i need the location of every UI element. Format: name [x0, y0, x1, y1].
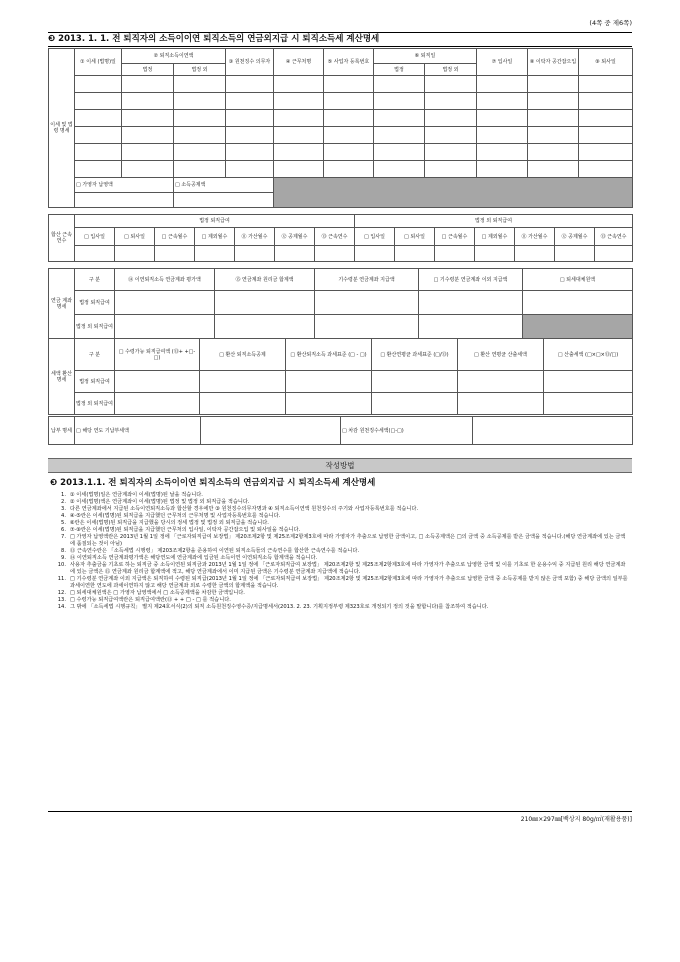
hdr-service-years: ⑬ 근속연수	[315, 228, 355, 246]
hdr-legal-retirement: 법정 퇴직급여	[75, 215, 355, 228]
list-item: 11. □ 기수령분 연금계좌 이외 지급액은 퇴직하여 수령된 퇴직급(2013년 1월 1일 정에 「근로자퇴직급여 보장법」 제20조제2항 및 제25조제2항제3호에 따라 가영자가 추출으로 납영한 금액 중 소득공제를 받지 않은 금액 포함) 중 해당 금액의 일부를 과세이연한 연도에 과세이연하지 않고 해당 연금계좌 외로 수령한 금액의 합계액을 적습니다.	[57, 576, 628, 589]
hdr-received-pension: 기수령분 연금계좌 지급액	[315, 269, 419, 291]
hdr-service-years: ⑬ 근속연수	[595, 228, 633, 246]
table-row	[49, 315, 633, 339]
row-label-service: 합산 근속 연수	[49, 215, 75, 262]
hdr-join-date: □ 입사일	[75, 228, 115, 246]
table-row	[49, 93, 633, 110]
list-item: 10. 사용자 추출금을 기초로 하는 퇴직금 중 소득이연된 퇴직금과 2013년 1월 1일 정에 「근로자퇴직급여 보장법」 제20조제2항 및 제25조제2항제3호에 따라 가영자가 추출으로 납영한 금액 및 이를 기초로 한 운용수익 중 지급된 원리 해당 연금계좌에 있는 금액은 ⑮ 연금계좌 원리금 합계액에 적고, 해당 연금계좌에서 이미 지급된 금액은 기수령분 연금계좌 지급액에 적습니다.	[57, 562, 626, 575]
label-prepaid-tax: □ 해당 연도 기납부세액	[75, 417, 201, 445]
label-withholding-diff: □ 차감 원천징수세액(□-□)	[341, 417, 473, 445]
instructions-title: ❸ 2013.1.1. 전 퇴직자의 소득이이연 퇴직소득의 연금외지급 시 퇴직소득세 계산명세	[50, 478, 376, 488]
hdr-leave-date: □ 퇴사일	[395, 228, 435, 246]
table-row	[49, 144, 633, 161]
shaded-area	[274, 178, 633, 208]
hdr-category: 구 분	[75, 339, 115, 371]
hdr-transfer-date: ① 이세 (법명)일	[75, 49, 122, 76]
list-item: 5. ⑥란은 이세(법명)된 퇴직급을 지급했을 당시의 정세 법정 및 법정 외 퇴직급을 적습니다.	[61, 520, 269, 526]
hdr-annual-avg-taxbase: □ 환산연평균 과세표준 (□/⑬)	[372, 339, 458, 371]
hdr-converted-taxbase: □ 환산퇴직소득 과세표준 (□ - □)	[286, 339, 372, 371]
row-nonlegal: 법정 외 퇴직급여	[75, 315, 115, 339]
list-item: 13. □ 수령가능 퇴직급여액란은 퇴직급여액란(⑬ + + □ - □ 를 적습니다.	[57, 597, 231, 603]
page-number: (4쪽 중 제6쪽)	[589, 19, 632, 27]
hdr-tax-substitute: □ 퇴세대체원액	[523, 269, 633, 291]
list-item: 2. ② 이세(법명)액은 연금계좌이 이세(법명)된 법정 및 법정 외 퇴직급을 적습니다.	[61, 499, 250, 505]
table-row	[49, 110, 633, 127]
list-item: 4. ④·⑤란은 이세(법명)된 퇴직급을 지급했던 근무처의 근무처명 및 사업자등록번호를 적습니다.	[61, 513, 281, 519]
input-prepaid-tax[interactable]	[201, 417, 341, 445]
hdr-excluded-months: □ 제외월수	[195, 228, 235, 246]
section-title: ❸ 2013. 1. 1. 전 퇴직자의 소득이이연 퇴직소득의 연금외지급 시 퇴직소득세 계산명세	[48, 32, 632, 47]
hdr-nonlegal-retirement: 법정 외 퇴직급여	[355, 215, 633, 228]
hdr-excluded-months: □ 제외월수	[475, 228, 515, 246]
table-transfer-details	[48, 48, 633, 208]
table-row	[49, 246, 633, 262]
row-label-tax: 세액 환산 명세	[49, 339, 75, 415]
table-pension-account	[48, 268, 633, 339]
hdr-workplace-name: ④ 근무처명	[274, 49, 324, 76]
input-income-deduction[interactable]	[174, 193, 274, 208]
hdr-computed-tax: □ 산출세액 (□×□×⑬/□)	[544, 339, 633, 371]
hdr-nonlegal: 법정 외	[174, 64, 226, 76]
input-employee-paid[interactable]	[75, 193, 174, 208]
table-row	[49, 127, 633, 144]
hdr-deferred-valuation: ⑭ 이연퇴직소득 연금계좌 평가액	[115, 269, 215, 291]
hdr-join-date: □ 입사일	[355, 228, 395, 246]
shaded-area	[523, 315, 633, 339]
table-row	[49, 76, 633, 93]
hdr-deducted-months: ⑫ 공제월수	[555, 228, 595, 246]
list-item: 9. ⑭ 이연퇴직소득 연금계좌평가액은 해당연도에 연금계좌에 입금된 소득이연 이연퇴직소득 합계액을 적습니다.	[61, 555, 318, 561]
table-service-years	[48, 214, 633, 262]
hdr-annual-avg-tax: □ 환산 연평균 산출세액	[458, 339, 544, 371]
table-tax-conversion	[48, 338, 633, 415]
list-item: 1. ① 이세(법명)일은 연금계좌이 이세(법명)된 날을 적습니다.	[61, 492, 203, 498]
row-label-transfer: 이세 및 법령 명세	[49, 49, 75, 208]
hdr-leave-date: ⑨ 퇴사일	[579, 49, 633, 76]
bottom-divider	[48, 811, 632, 812]
list-item: 3. 다른 연금계좌에서 지급된 소득이연퇴직소득과 합산할 경우에만 ③ 원천징수의무자명과 ④ 퇴직소득이연액 원천징수의 주기와 사업자등록번호를 적습니다.	[61, 506, 419, 512]
hdr-added-months: ⑪ 가산월수	[235, 228, 275, 246]
hdr-deferred-amount: ② 퇴직소득이연액	[122, 49, 226, 64]
paper-spec: 210㎜×297㎜[백상지 80g/㎡(재활용품)]	[520, 816, 632, 823]
hdr-join-date: ⑦ 입사일	[477, 49, 528, 76]
hdr-legal: 법정	[374, 64, 425, 76]
label-income-deduction: □ 소득공제액	[174, 178, 274, 193]
row-nonlegal: 법정 외 퇴직급여	[75, 393, 115, 415]
hdr-leave-date: □ 퇴사일	[115, 228, 155, 246]
list-item: 14. 그 밖에 「소득세법 시행규칙」 별지 제24호서식(2)의 퇴직 소득원천징수영수증/지급명세서(2013. 2. 23. 기획지정부령 제323호로 개정되기 정의 것을 말합니다)를 참조하여 적습니다.	[57, 604, 489, 610]
hdr-principal-interest: ⑮ 연금계좌 원리금 합계액	[215, 269, 315, 291]
instructions-header: 작성방법	[48, 458, 632, 473]
hdr-legal: 법정	[122, 64, 174, 76]
row-legal: 법정 퇴직급여	[75, 291, 115, 315]
table-payment	[48, 416, 633, 445]
hdr-retirement-pay: ⑥ 퇴직일	[374, 49, 477, 64]
row-label-pension: 연금 계좌 명세	[49, 269, 75, 339]
instructions-list	[50, 492, 630, 611]
list-item: 12. □ 퇴세대체원액은 □ 가영자 납영액에서 □ 소득공제액을 차감한 금액입니다.	[57, 590, 245, 596]
row-legal: 법정 퇴직급여	[75, 371, 115, 393]
table-row	[49, 161, 633, 178]
list-item: 7. □ 가영자 납영액란은 2013년 1월 1일 정에 「근로자퇴직급여 보장법」 제20조제2항 및 제25조제2항제3호에 따라 가영자가 추출으로 납영한 금액이고, □ 소득공제액은 □의 금액 중 소득공제를 받은 금액을 적습니다.(해당 연금계좌에 있는 금액에 품질되는 것이 아님)	[61, 534, 626, 547]
hdr-category: 구 분	[75, 269, 115, 291]
hdr-added-months: ⑪ 가산월수	[515, 228, 555, 246]
hdr-deducted-months: ⑫ 공제월수	[275, 228, 315, 246]
hdr-interim-date: ⑧ 이탁자 공간잡으입	[528, 49, 579, 76]
hdr-business-number: ⑤ 사업자 등록번호	[324, 49, 374, 76]
list-item: 8. ⑬ 근속연수란은 「소득세법 시행령」 제203조제2항을 준용하여 이연된 퇴직소득들의 근속연수를 합산한 근속연수를 적습니다.	[61, 548, 360, 554]
row-label-payment: 납부 명세	[49, 417, 75, 445]
table-row	[49, 291, 633, 315]
hdr-service-months: □ 근속월수	[435, 228, 475, 246]
hdr-received-other: □ 기수령분 연금계좌 이외 지급액	[419, 269, 523, 291]
table-row	[49, 393, 633, 415]
hdr-service-months: □ 근속월수	[155, 228, 195, 246]
input-withholding-diff[interactable]	[473, 417, 633, 445]
list-item: 6. ⑦·⑨란은 이세(법명)된 퇴직급을 지급했던 근무처의 입사일, 이탁자 공간잡으입 및 퇴사일을 적습니다.	[61, 527, 301, 533]
hdr-nonlegal: 법정 외	[425, 64, 477, 76]
hdr-receivable-amount: □ 수령가능 퇴직급여액 (⑬+ +□-□)	[115, 339, 200, 371]
hdr-converted-deduction: □ 환산 퇴직소득공제	[200, 339, 286, 371]
label-employee-paid: □ 가영자 납영액	[75, 178, 174, 193]
table-row	[49, 371, 633, 393]
hdr-withholding-agent: ③ 원천징수 의무자	[226, 49, 274, 76]
